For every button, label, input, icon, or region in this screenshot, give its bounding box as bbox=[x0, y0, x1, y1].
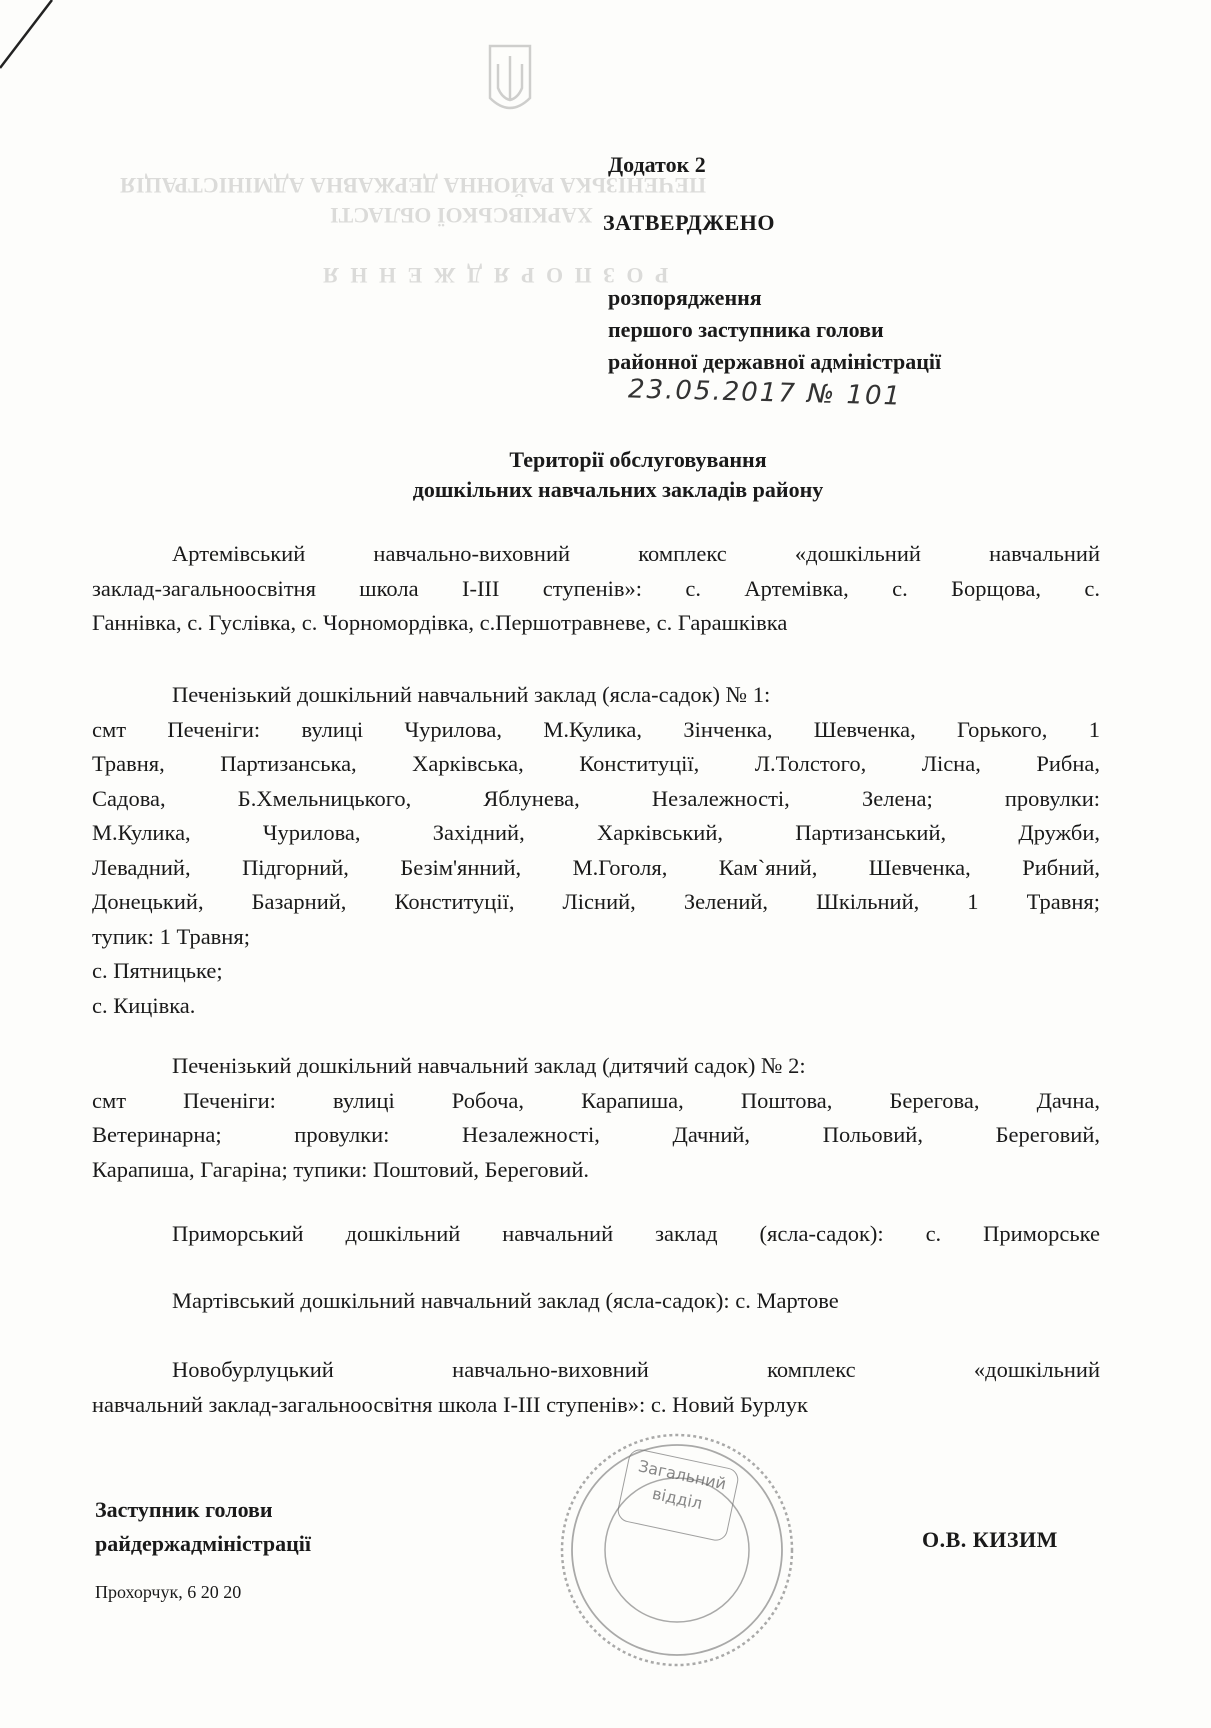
trident-emblem-icon bbox=[482, 40, 538, 120]
paragraph-artemivka bbox=[92, 537, 1100, 641]
scan-edge-mark bbox=[0, 0, 70, 70]
appendix-number: Додаток 2 bbox=[608, 152, 706, 177]
paragraph-line: Донецький, Базарний, Конституції, Лісний, Зелений, Шкільний, 1 Травня; bbox=[92, 889, 1100, 914]
paragraph-line: Садова, Б.Хмельницького, Яблунева, Незалежності, Зелена; провулки: bbox=[92, 785, 1100, 811]
signer-position-line-2: райдержадміністрації bbox=[95, 1531, 311, 1556]
paragraph-line: Мартівський дошкільний навчальний заклад (ясла-садок): с. Мартове bbox=[172, 1288, 839, 1313]
paragraph-line: с. Пятницьке; bbox=[92, 958, 223, 983]
paragraph-line: Карапиша, Гагаріна; тупики: Поштовий, Береговий. bbox=[92, 1156, 590, 1182]
signer-position-line-1: Заступник голови bbox=[95, 1497, 273, 1522]
signer-position bbox=[95, 1493, 311, 1561]
signer-name: О.В. КИЗИМ bbox=[922, 1527, 1058, 1552]
document-title-line-2: дошкільних навчальних закладів району bbox=[412, 477, 824, 502]
order-line-1: розпорядження bbox=[608, 285, 762, 310]
paragraph-line: М.Кулика, Чурилова, Західний, Харківський, Партизанський, Дружби, bbox=[92, 820, 1100, 845]
paragraph-line: смт Печеніги: вулиці Чурилова, М.Кулика, Зінченка, Шевченка, Горького, 1 bbox=[92, 716, 1100, 742]
paragraph-line: смт Печеніги: вулиці Робоча, Карапиша, Поштова, Берегова, Дачна, bbox=[92, 1087, 1100, 1113]
order-line-2: першого заступника голови bbox=[608, 317, 884, 342]
paragraph-line: Травня, Партизанська, Харківська, Конституції, Л.Толстого, Лісна, Рибна, bbox=[92, 751, 1100, 776]
paragraph-line: навчальний заклад-загальноосвітня школа І-ІІІ ступенів»: с. Новий Бурлук bbox=[92, 1391, 808, 1417]
paragraph-prymorske bbox=[92, 1217, 1100, 1252]
paragraph-line: заклад-загальноосвітня школа І-ІІІ ступенів»: с. Артемівка, с. Борщова, с. bbox=[92, 575, 1100, 601]
paragraph-line: Новобурлуцький навчально-виховний комплекс «дошкільний bbox=[172, 1357, 1100, 1382]
paragraph-line: Печенізький дошкільний навчальний заклад (ясла-садок) № 1: bbox=[172, 682, 771, 707]
paragraph-novyi-burluk bbox=[92, 1353, 1100, 1422]
paragraph-line: Ветеринарна; провулки: Незалежності, Дачний, Польовий, Береговий, bbox=[92, 1122, 1100, 1147]
bleed-through-region: ХАРКІВСЬКОЇ ОБЛАСТІ bbox=[330, 203, 593, 228]
document-title-line-1: Території обслуговування bbox=[509, 447, 767, 472]
stamp-center-text: Загальний відділ bbox=[616, 1447, 741, 1543]
paragraph-line: Артемівський навчально-виховний комплекс «дошкільний навчальний bbox=[172, 541, 1100, 566]
executor-note: Прохорчук, 6 20 20 bbox=[95, 1582, 242, 1602]
paragraph-line: Печенізький дошкільний навчальний заклад (дитячий садок) № 2: bbox=[172, 1053, 806, 1078]
paragraph-line: тупик: 1 Травня; bbox=[92, 923, 250, 949]
paragraph-line: Левадний, Підгорний, Безім'янний, М.Гоголя, Кам`яний, Шевченка, Рибний, bbox=[92, 854, 1100, 880]
order-line-3: районної державної адміністрації bbox=[608, 349, 942, 374]
bleed-through-heading: ПЕЧЕНІЗЬКА РАЙОННА ДЕРЖАВНА АДМІНІСТРАЦІЯ bbox=[120, 173, 707, 198]
bleed-through-order: Р О З П О Р Я Д Ж Е Н Н Я bbox=[320, 263, 669, 288]
paragraph-pechenihy-1 bbox=[92, 678, 1100, 1023]
paragraph-line: Приморський дошкільний навчальний заклад (ясла-садок): с. Приморське bbox=[172, 1221, 1100, 1246]
paragraph-pechenihy-2 bbox=[92, 1049, 1100, 1187]
paragraph-line: Ганнівка, с. Гуслівка, с. Чорномордівка, с.Першотравневе, с. Гарашківка bbox=[92, 610, 788, 635]
order-reference bbox=[608, 282, 941, 378]
approved-heading: ЗАТВЕРДЖЕНО bbox=[603, 210, 775, 235]
paragraph-martove bbox=[92, 1284, 1100, 1319]
handwritten-date: 23.05.2017 № 101 bbox=[627, 374, 903, 412]
appendix-label bbox=[608, 148, 706, 182]
paragraph-line: с. Кицівка. bbox=[92, 992, 196, 1018]
